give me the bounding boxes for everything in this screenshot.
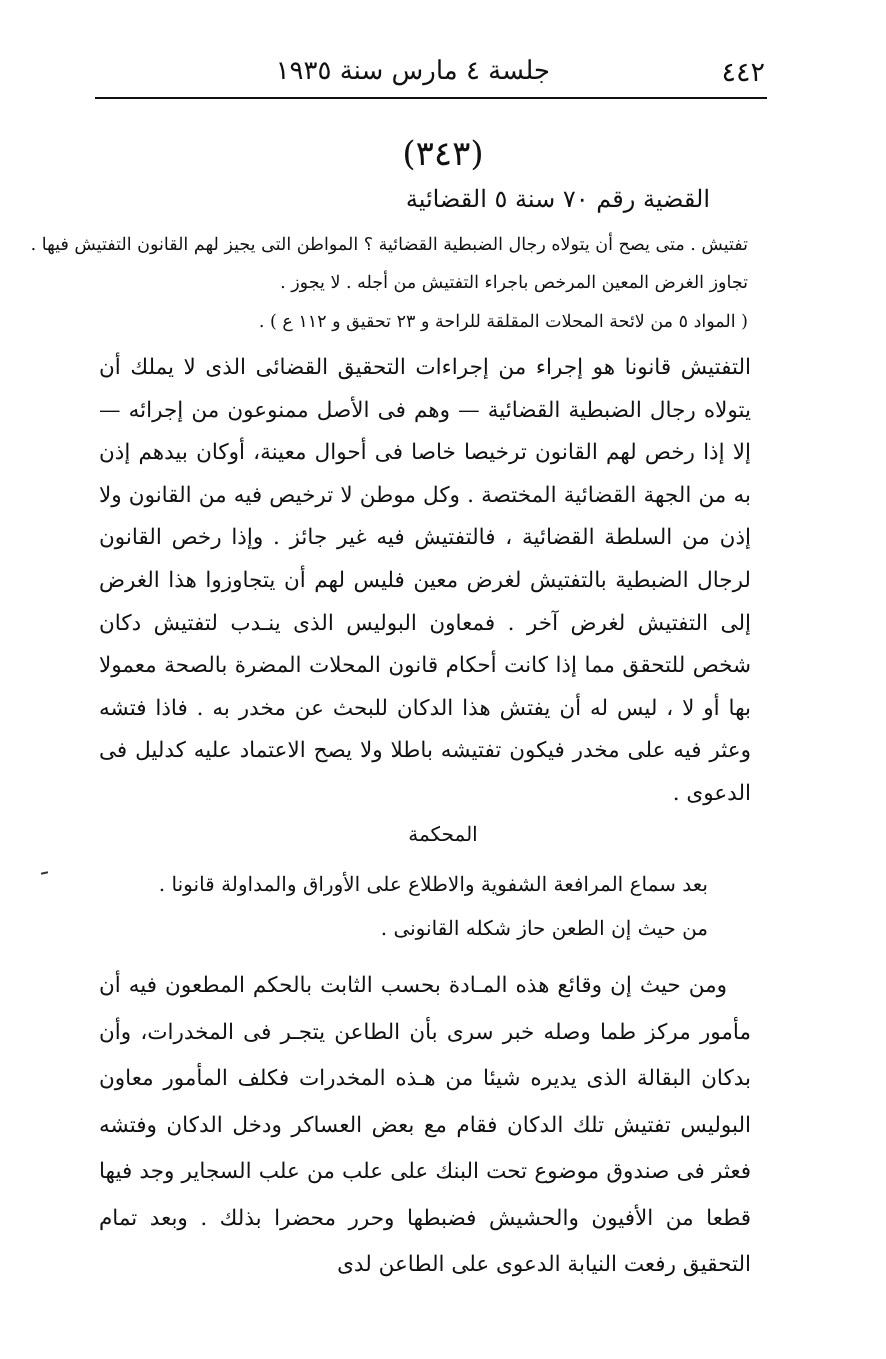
case-summary: [99, 347, 751, 816]
body-paragraph: ومن حيث إن وقائع هذه المـادة بحسب الثابت بالحكم المطعون فيه أن مأمور مركز طما وصله خبر سرى بأن الطاعن يتجـر فى المخدرات، وأن بدكان البقالة الذى يديره شيئا من هـذه المخدرات فكلف المأمور معاون البوليس تفتيش تلك الدكان فقام مع بعض العساكر ودخل الدكان وفتشه فعثر فى صندوق موضوع تحت البنك على علب من علب السجاير وجد فيها قطعا من الأفيون والحشيش فضبطها وحرر محضرا بذلك . وبعد تمام التحقيق رفعت النيابة الدعوى على الطاعن لدى: [99, 973, 751, 1277]
preamble-line: من حيث إن الطعن حاز شكله القانونى .: [380, 916, 708, 940]
case-number: (٣٤٣): [402, 134, 484, 174]
page-number: ٤٤٢: [721, 57, 765, 88]
margin-mark: [41, 871, 48, 874]
case-title: القضية رقم ٧٠ سنة ٥ القضائية: [405, 185, 710, 213]
judgment-body: [99, 963, 751, 1289]
header-rule: [95, 97, 767, 99]
keywords-block: [30, 226, 748, 302]
page-header: [95, 52, 765, 94]
keyword-line: تفتيش . متى يصح أن يتولاه رجال الضبطية القضائية ؟ المواطن التى يجيز لهم القانون التفتيش فيها .: [30, 235, 748, 255]
legal-references: ( المواد ٥ من لائحة المحلات المقلقة للراحة و ٢٣ تحقيق و ١١٢ ع ) .: [258, 312, 748, 332]
summary-paragraph: التفتيش قانونا هو إجراء من إجراءات التحقيق القضائى الذى لا يملك أن يتولاه رجال الضبطية القضائية — وهم فى الأصل ممنوعون من إجرائه — إلا إذا رخص لهم القانون ترخيصا خاصا فى أحوال معينة، أوكان بيدهم إذن به من الجهة القضائية المختصة . وكل موطن لا ترخيص فيه من القانون ولا إذن من السلطة القضائية ، فالتفتيش فيه غير جائز . وإذا رخص القانون لرجال الضبطية بالتفتيش لغرض معين فليس لهم أن يتجاوزوا هذا الغرض إلى التفتيش لغرض آخر . فمعاون البوليس الذى ينـدب لتفتيش دكان شخص للتحقق مما إذا كانت أحكام قانون المحلات المضرة بالصحة معمولا بها أو لا ، ليس له أن يفتش هذا الدكان للبحث عن مخدر به . فاذا فتشه وعثر فيه على مخدر فيكون تفتيشه باطلا ولا يصح الاعتماد عليه كدليل فى الدعوى .: [99, 355, 751, 806]
preamble-line: بعد سماع المرافعة الشفوية والاطلاع على الأوراق والمداولة قانونا .: [158, 872, 708, 896]
court-heading: المحكمة: [408, 822, 478, 846]
keyword-line: تجاوز الغرض المعين المرخص باجراء التفتيش من أجله . لا يجوز .: [280, 273, 748, 293]
preamble-block: [108, 862, 708, 950]
running-title: جلسة ٤ مارس سنة ١٩٣٥: [275, 56, 550, 86]
